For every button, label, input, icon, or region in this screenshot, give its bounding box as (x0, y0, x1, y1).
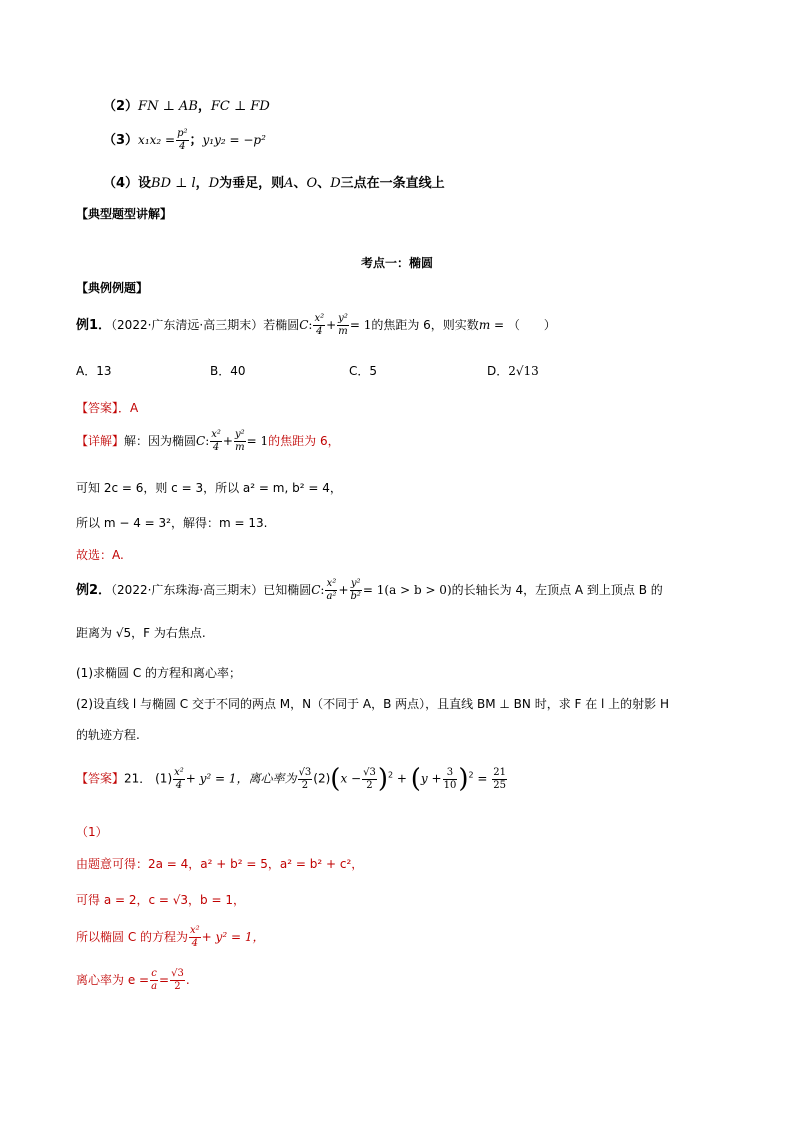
example-1-stem (76, 313, 556, 338)
source: （2022·广东珠海·高三期末）已知椭圆 (111, 583, 312, 597)
sep: ； (189, 133, 203, 148)
math: + (222, 434, 233, 448)
fraction (189, 925, 201, 950)
example-1-answer: 【答案】．A (76, 401, 139, 415)
fraction (176, 128, 188, 153)
answer-number: 21． (124, 771, 152, 786)
text: 所以椭圆 C 的方程为 (76, 930, 189, 944)
sep: 、 (317, 176, 331, 191)
section-header: 【典型题型讲解】 (76, 207, 173, 221)
fraction (313, 313, 325, 338)
example-1-step-2: 所以 m − 4 = 3²，解得：m = 13. (76, 516, 268, 530)
example-1-detail (76, 429, 340, 454)
math: C (311, 583, 321, 597)
option-value: 5 (369, 364, 378, 378)
numerator: p² (177, 128, 188, 139)
denominator: 4 (316, 326, 323, 337)
text: 解：因为椭圆 (124, 434, 197, 448)
math: x₁x₂ = (138, 133, 176, 147)
example-label: 例1． (76, 318, 112, 333)
property-2 (103, 95, 270, 114)
example-2-question-1: (1)求椭圆 C 的方程和离心率； (76, 666, 242, 680)
fraction (234, 429, 246, 454)
paren-open: ( (330, 764, 341, 794)
property-4 (103, 172, 445, 191)
text: 的焦距为 6， (268, 434, 340, 448)
denominator: 25 (493, 779, 506, 791)
denominator: 2 (174, 981, 181, 992)
denominator: m (338, 326, 348, 337)
topic-title: 考点一：椭圆 (360, 256, 433, 270)
option-value: 2√13 (508, 364, 539, 378)
numerator: 21 (493, 766, 506, 778)
math: y₁y₂ = −p² (202, 133, 266, 147)
math: + (326, 318, 337, 332)
math: = (159, 973, 170, 987)
math: C (196, 434, 206, 448)
prop-label: （2） (103, 99, 139, 114)
fraction (150, 968, 158, 993)
fraction (170, 968, 185, 993)
math: = 1(a > b > 0) (362, 583, 452, 597)
example-2-stem-line-2: 距离为 √5，F 为右焦点. (76, 626, 206, 640)
paren-close: ) (458, 764, 469, 794)
math: : (205, 434, 210, 448)
example-2-question-2-line-2: 的轨迹方程. (76, 728, 140, 742)
example-1-step-1: 可知 2c = 6，则 c = 3，所以 a² = m, b² = 4， (76, 481, 342, 495)
option-b (210, 362, 246, 379)
numerator: x² (326, 578, 337, 589)
denominator: 4 (212, 442, 220, 453)
math: = 1 (349, 318, 372, 332)
math: FC ⊥ FD (210, 99, 270, 114)
fraction (337, 313, 349, 338)
numerator: 3 (443, 767, 458, 780)
example-2-answer: 【答案】21． (1) $\frac{\text{x²}}{4}$ + y² = 1，离心率为 $\frac{√3}{2}$ (2)(x − $\frac{√3}{2}$ )$^2$ + (y + $\frac{3}{10}$ )$^2$ = $\frac{21}{25}$ (76, 764, 506, 794)
math: + y² = 1， (201, 930, 265, 944)
answer-blank: = （ ） (490, 318, 556, 332)
numerator: y² (350, 578, 361, 589)
part-label: (2) (313, 771, 331, 786)
text: 三点在一条直线上 (340, 176, 445, 191)
solution-step-2: 可得 a = 2，c = √3，b = 1， (76, 893, 245, 907)
denominator: 2 (301, 779, 309, 791)
numerator: x² (190, 925, 200, 936)
math: O (306, 176, 318, 191)
detail-label: 【详解】 (76, 434, 125, 448)
math: D (208, 176, 220, 191)
denominator: a² (326, 591, 337, 602)
example-2-stem (76, 578, 663, 603)
sep: ， (197, 99, 211, 114)
solution-step-4 (76, 968, 190, 993)
option-label: D． (487, 364, 509, 378)
math: + (338, 583, 349, 597)
math: = 1 (246, 434, 269, 448)
prop-label: （3） (103, 133, 139, 148)
option-label: C． (349, 364, 370, 378)
example-2-question-2: (2)设直线 l 与椭圆 C 交于不同的两点 M，N（不同于 A，B 两点），且直线 BM ⊥ BN 时，求 F 在 l 上的射影 H (76, 697, 670, 711)
denominator: m (235, 442, 245, 453)
numerator: √3 (363, 766, 376, 778)
part-label: (1) (155, 771, 173, 786)
fraction (210, 429, 222, 454)
text: 的长轴长为 4，左顶点 A 到上顶点 B 的 (451, 583, 663, 597)
source: （2022·广东清远·高三期末）若椭圆 (111, 318, 300, 332)
option-value: 40 (230, 364, 246, 378)
text: . (185, 973, 190, 987)
answer-label: 【答案】 (76, 771, 125, 786)
math: A (284, 176, 294, 191)
solution-part-label: （1） (76, 825, 108, 839)
fraction (298, 767, 313, 792)
numerator: y² (338, 313, 348, 324)
option-d (487, 362, 539, 379)
numerator: √3 (298, 766, 312, 778)
fraction (362, 767, 377, 792)
example-1-conclusion: 故选：A. (76, 548, 124, 562)
denominator: 10 (443, 779, 457, 791)
numerator: x² (314, 313, 325, 324)
math: D (330, 176, 341, 191)
option-a (76, 362, 112, 379)
denominator: 4 (191, 938, 199, 949)
denominator: 2 (366, 779, 373, 791)
numerator: c (151, 968, 157, 979)
paren-close: ) (377, 764, 388, 794)
fraction (492, 767, 507, 792)
math: : (320, 583, 325, 597)
solution-step-1: 由题意可得：2a = 4，a² + b² = 5，a² = b² + c²， (76, 857, 364, 871)
fraction (443, 767, 458, 792)
fraction (325, 578, 337, 603)
numerator: √3 (171, 968, 184, 979)
examples-header: 【典例例题】 (76, 281, 149, 295)
math: FN ⊥ AB (138, 99, 198, 114)
numerator: y² (234, 429, 245, 440)
example-label: 例2． (76, 583, 112, 598)
denominator: 4 (175, 779, 183, 791)
paren-open: ( (410, 764, 421, 794)
text: 的焦距为 6，则实数 (371, 318, 479, 332)
sep: ， (195, 176, 209, 191)
denominator: b² (350, 591, 361, 602)
fraction (173, 767, 185, 792)
denominator: a (151, 981, 158, 992)
math: : (308, 318, 313, 332)
option-label: B． (210, 364, 231, 378)
solution-step-3 (76, 925, 264, 950)
option-value: 13 (96, 364, 112, 378)
prop-label: （4）设 (103, 176, 152, 191)
option-c (349, 362, 377, 379)
numerator: x² (174, 766, 184, 778)
math: + y² = 1，离心率为 (185, 771, 297, 786)
text: 为垂足，则 (219, 176, 285, 191)
math: m (478, 318, 491, 332)
property-3 (103, 128, 266, 153)
numerator: x² (211, 429, 221, 440)
math: C (299, 318, 309, 332)
sep: 、 (293, 176, 307, 191)
fraction (350, 578, 362, 603)
math: BD ⊥ l (151, 176, 196, 191)
option-label: A． (76, 364, 97, 378)
denominator: 4 (179, 141, 186, 152)
text: 离心率为 e = (76, 973, 150, 987)
